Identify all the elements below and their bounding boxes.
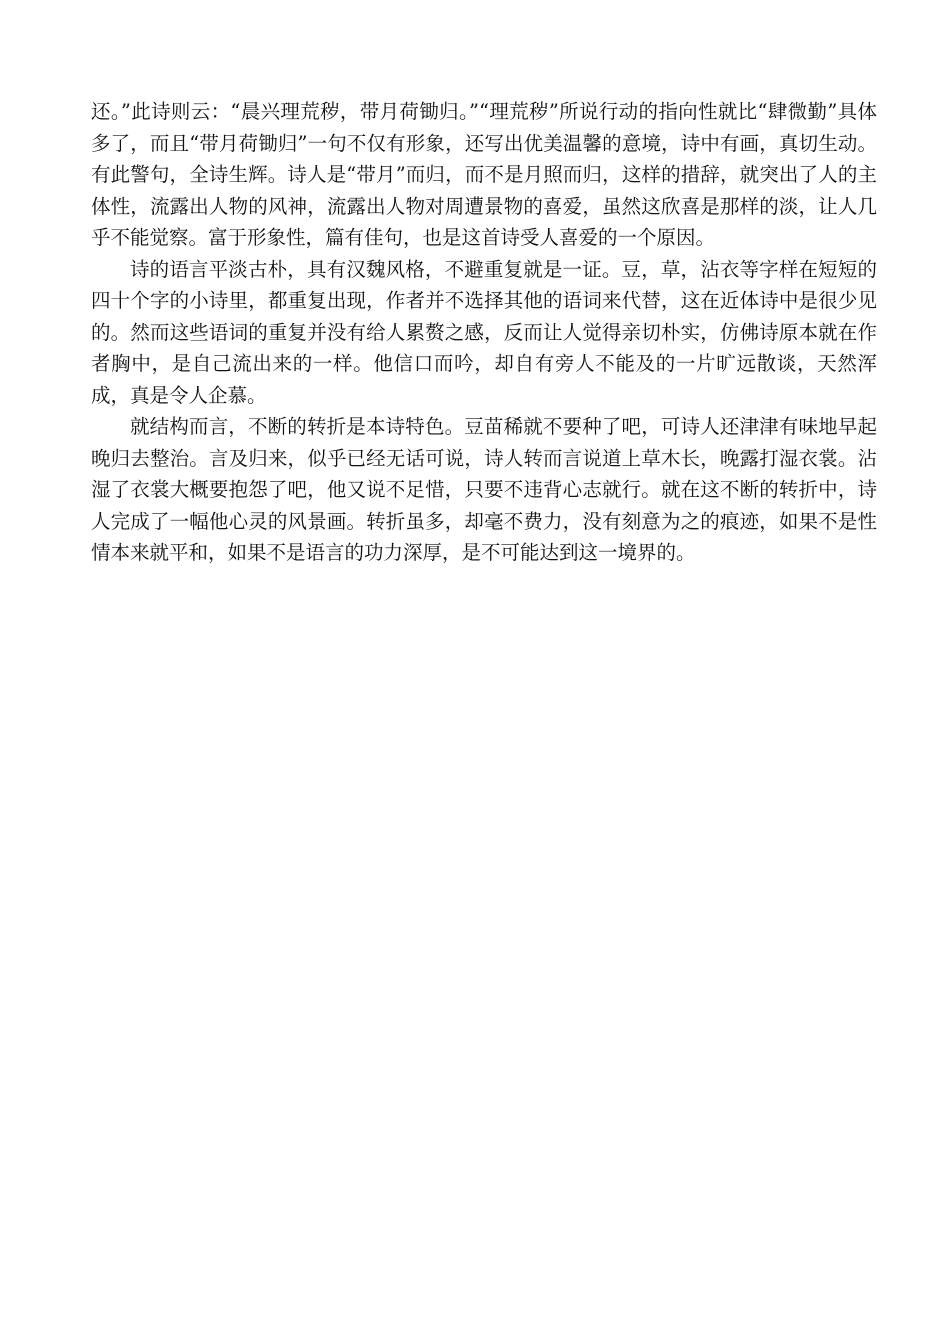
paragraph-structure: 就结构而言，不断的转折是本诗特色。豆苗稀就不要种了吧，可诗人还津津有味地早起晚归去整治。言及归来，似乎已经无话可说，诗人转而言说道上草木长，晚露打湿衣裳。沾湿了衣裳大概要抱怨了吧，他又说不足惜，只要不违背心志就行。就在这不断的转折中，诗人完成了一幅他心灵的风景画。转折虽多，却毫不费力，没有刻意为之的痕迹，如果不是性情本来就平和，如果不是语言的功力深厚，是不可能达到这一境界的。 <box>91 415 877 564</box>
paragraph-continuation: 还。”此诗则云：“晨兴理荒秽，带月荷锄归。”“理荒秽”所说行动的指向性就比“肆微勤”具体多了，而且“带月荷锄归”一句不仅有形象，还写出优美温馨的意境，诗中有画，真切生动。有此警句，全诗生辉。诗人是“带月”而归，而不是月照而归，这样的措辞，就突出了人的主体性，流露出人物的风神，流露出人物对周遭景物的喜爱，虽然这欣喜是那样的淡，让人几乎不能觉察。富于形象性，篇有佳句，也是这首诗受人喜爱的一个原因。 <box>91 100 877 249</box>
document-body <box>91 96 877 569</box>
paragraph-language-style: 诗的语言平淡古朴，具有汉魏风格，不避重复就是一证。豆，草，沾衣等字样在短短的四十个字的小诗里，都重复出现，作者并不选择其他的语词来代替，这在近体诗中是很少见的。然而这些语词的重复并没有给人累赘之感，反而让人觉得亲切朴实，仿佛诗原本就在作者胸中，是自己流出来的一样。他信口而吟，却自有旁人不能及的一片旷远散谈，天然浑成，真是令人企慕。 <box>91 257 877 407</box>
